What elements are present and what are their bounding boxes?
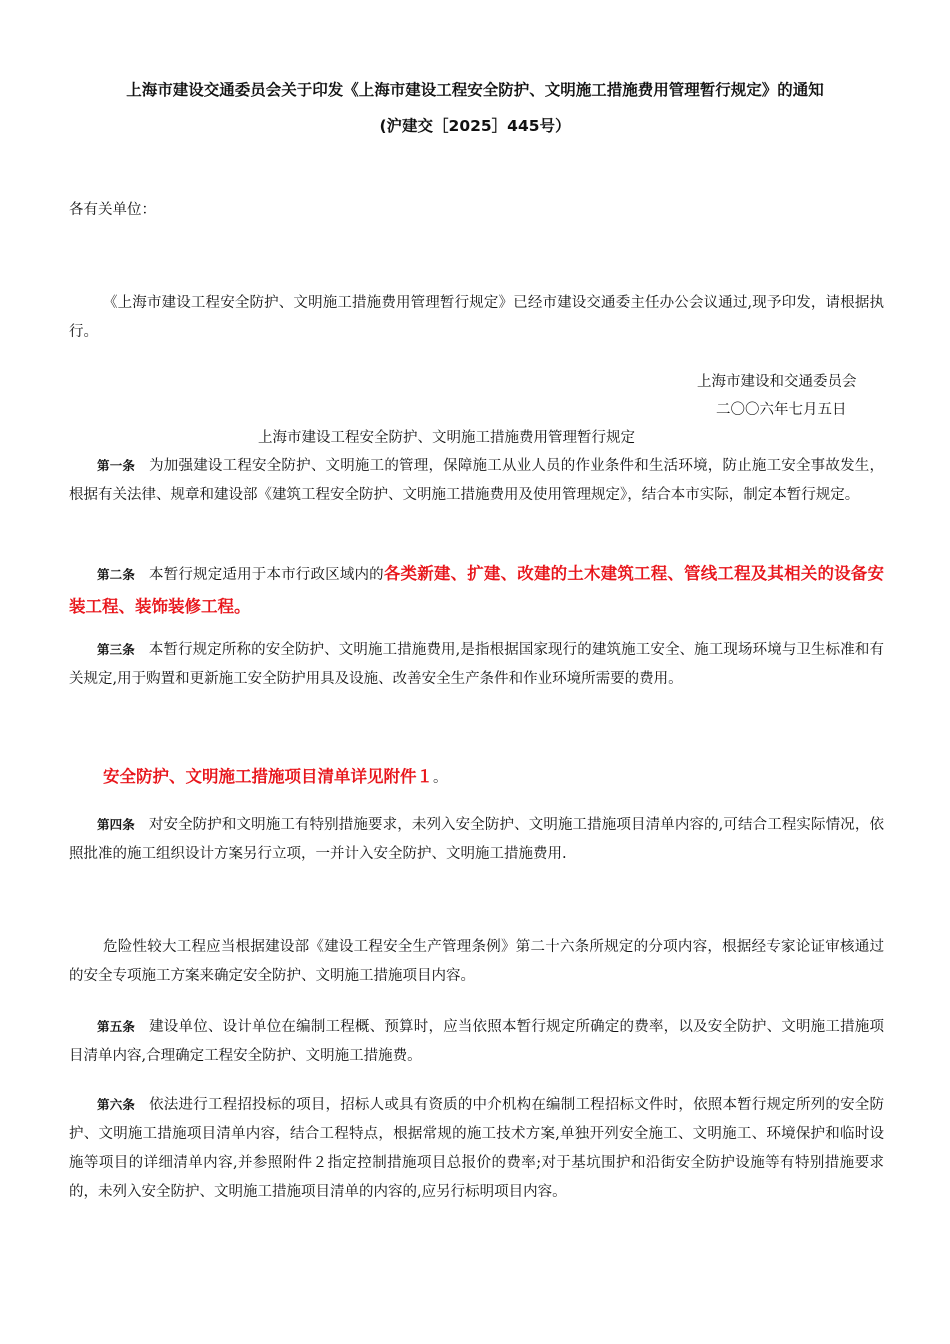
attachment-note-tail: 。 [433,770,448,786]
article-6-text: 依法进行工程招投标的项目，招标人或具有资质的中介机构在编制工程招标文件时，依照本暂行规定所列的安全防护、文明施工措施项目清单内容，结合工程特点，根据常规的施工技术方案,单独开列安全施工、文明施工、环境保护和临时设施等项目的详细清单内容,并参照附件２指定控制措施项目总报价的费率;对于基坑围护和沿街安全防护设施等有特别措施要求的，未列入安全防护、文明施工措施项目清单的内容的,应另行标明项目内容。 [69,1097,884,1200]
addressee: 各有关单位： [69,202,156,218]
article-3 [69,635,884,694]
hazard-paragraph: 危险性较大工程应当根据建设部《建设工程安全生产管理条例》第二十六条所规定的分项内容，根据经专家论证审核通过的安全专项施工方案来确定安全防护、文明施工措施项目内容。 [69,939,884,984]
regulation-title: 上海市建设工程安全防护、文明施工措施费用管理暂行规定 [258,430,635,446]
article-2 [69,558,884,624]
article-2-label: 第二条 [97,567,136,582]
article-6 [69,1090,884,1207]
document-number: (沪建交［2025］445号） [379,117,571,135]
article-1-text: 为加强建设工程安全防护、文明施工的管理，保障施工从业人员的作业条件和生活环境，防止施工安全事故发生，根据有关法律、规章和建设部《建筑工程安全防护、文明施工措施费用及使用管理规定》，结合本市实际，制定本暂行规定。 [69,458,884,503]
article-1-label: 第一条 [97,458,136,473]
article-2-text: 本暂行规定适用于本市行政区域内的 [149,567,384,583]
document-title: 上海市建设交通委员会关于印发《上海市建设工程安全防护、文明施工措施费用管理暂行规定》的通知 [126,81,824,99]
attachment-note [103,763,448,787]
signature-org: 上海市建设和交通委员会 [697,374,857,390]
intro-paragraph: 《上海市建设工程安全防护、文明施工措施费用管理暂行规定》已经市建设交通委主任办公会议通过,现予印发，请根据执行。 [69,295,884,340]
article-4-label: 第四条 [97,817,135,832]
article-3-text: 本暂行规定所称的安全防护、文明施工措施费用,是指根据国家现行的建筑施工安全、施工现场环境与卫生标准和有关规定,用于购置和更新施工安全防护用具及设施、改善安全生产条件和作业环境所需要的费用。 [69,642,884,687]
article-4-text: 对安全防护和文明施工有特别措施要求，未列入安全防护、文明施工措施项目清单内容的,可结合工程实际情况，依照批准的施工组织设计方案另行立项，一并计入安全防护、文明施工措施费用. [69,817,884,862]
article-5-label: 第五条 [97,1019,136,1034]
article-3-label: 第三条 [97,642,135,657]
attachment-note-highlight: 安全防护、文明施工措施项目清单详见附件１ [103,767,433,786]
article-2-highlight: 各类新建、扩建、改建的土木建筑工程、管线工程及其相关的设备安装工程、装饰装修工程。 [69,564,884,616]
article-6-label: 第六条 [97,1097,136,1112]
article-5 [69,1012,884,1071]
article-1 [69,451,884,510]
signature-date: 二〇〇六年七月五日 [716,402,847,418]
article-5-text: 建设单位、设计单位在编制工程概、预算时，应当依照本暂行规定所确定的费率，以及安全防护、文明施工措施项目清单内容,合理确定工程安全防护、文明施工措施费。 [69,1019,884,1064]
article-4 [69,810,884,869]
